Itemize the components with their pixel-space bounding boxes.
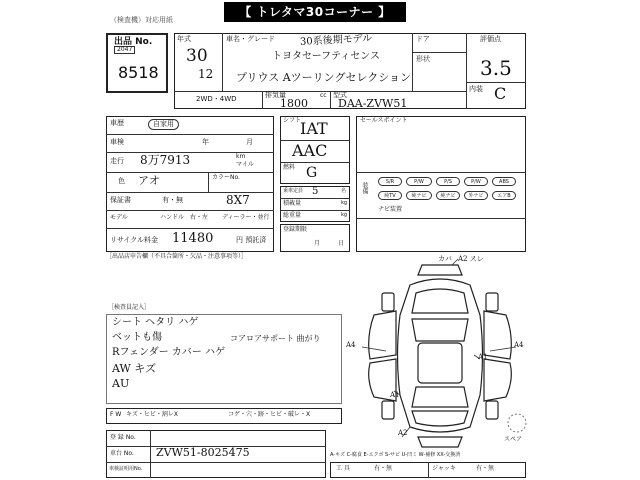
tools-options: 有・無	[374, 465, 393, 472]
equip-chip-10: エアB	[492, 191, 516, 200]
color-number-label: カラーNo.	[212, 174, 240, 181]
note-line2: トヨタセーフティセンス	[272, 51, 380, 62]
weight-kg-unit: kg	[341, 212, 348, 218]
lot-number: 8518	[118, 63, 159, 82]
inspection-title: ［検査員記入］	[108, 304, 151, 311]
equip-chip-9: 外ナビ	[464, 191, 488, 200]
type-value: DAA-ZVW51	[338, 97, 408, 110]
weight-label: 総重量	[283, 212, 302, 219]
expiry-label: 登録期限	[283, 226, 308, 233]
handle-options: 右・左	[190, 214, 209, 221]
equip-chip-1: S/R	[378, 177, 402, 186]
capacity-unit: 名	[341, 188, 347, 194]
km-unit: km	[236, 153, 246, 160]
equip-chip-2: P/W	[406, 177, 432, 186]
capacity-value: 5	[312, 186, 319, 197]
aircon-value: AAC	[292, 141, 328, 160]
door-label: ドア	[416, 35, 430, 43]
lot-small: 2047	[114, 46, 135, 54]
lot-box	[106, 33, 168, 93]
equip-chip-4: P/W	[464, 177, 488, 186]
inspection-line-1: シート ヘタリ ハゲ	[112, 317, 199, 328]
spare-label: スペア	[504, 436, 523, 443]
shift-value: IAT	[300, 119, 328, 138]
month-value: 12	[198, 67, 214, 81]
load-kg-unit: kg	[341, 200, 348, 206]
seller-note: ［出品店申告欄（不具合箇所・欠品・注意事項等）］	[106, 253, 248, 260]
year-label: 年式	[177, 35, 191, 43]
equip-chip-8: 純ナビ	[436, 191, 460, 200]
inspection-line-4: AW キズ	[112, 362, 157, 375]
year-unit: 年	[202, 138, 209, 146]
equip-chip-3: P/S	[436, 177, 460, 186]
corner-banner: 【 トレタマ30コーナー 】	[224, 2, 406, 22]
jack-label: ジャッキ	[432, 465, 456, 472]
fuel-value: G	[306, 165, 318, 181]
inspection-side-note: コアロアサポート 曲がり	[230, 334, 321, 343]
recycle-label: リサイクル料金	[110, 236, 159, 244]
chassis-value: ZVW51-8025475	[156, 446, 250, 459]
expiry-month: 月	[314, 240, 321, 247]
diagram-label-2: A2 スレ	[458, 255, 484, 263]
dealer-label: ディーラー・並行	[222, 214, 270, 221]
fw-label: F W	[110, 411, 122, 418]
interior-value: C	[494, 84, 507, 103]
diagram-label-5: A1	[478, 353, 488, 361]
color-value: アオ	[138, 174, 160, 187]
displacement-label: 排気量	[265, 91, 286, 99]
color-label: 色	[118, 177, 125, 185]
name-label: 車名・グレード	[226, 35, 275, 43]
use-label: 車歴	[110, 119, 124, 127]
mile-unit: マイル	[236, 161, 254, 168]
expiry-day: 日	[338, 240, 345, 247]
score-value: 3.5	[480, 56, 512, 80]
type-label: 型式	[333, 91, 347, 99]
displacement-value: 1800	[280, 97, 308, 110]
equipment-label: 装備	[361, 182, 368, 194]
car-name: プリウス Aツーリングセレクション	[236, 71, 412, 84]
equip-chip-7: 純ナビ	[406, 191, 432, 200]
capacity-label: 乗車定員	[283, 188, 304, 194]
cc-unit: cc	[320, 92, 327, 99]
month-unit: 月	[246, 138, 253, 146]
handle-label: ハンドル	[160, 214, 185, 221]
color-number-value: 8X7	[226, 193, 250, 207]
top-note: （検査機）対応用紙	[110, 16, 173, 24]
load-label: 積載量	[283, 200, 302, 207]
fuel-label: 燃料	[283, 164, 296, 171]
equip-chip-5: ABS	[492, 177, 516, 186]
tools-label: 工 具	[336, 465, 350, 472]
recycle-value: 11480	[172, 231, 214, 246]
shift-label: シフト	[283, 117, 302, 124]
damage-legend: A-キズ C-腐食 E-エクボ S-サビ U-凹ミ W-補修 XX-交換済	[330, 452, 461, 458]
registration-label: 登 録 No.	[110, 434, 136, 441]
warranty-label: 保証書	[110, 196, 131, 204]
spare-tire-icon	[506, 412, 528, 434]
use-value: 自家用	[148, 119, 179, 130]
jack-options: 有・無	[476, 465, 495, 472]
score-label: 評価点	[480, 35, 501, 43]
year-value: 30	[186, 46, 208, 66]
diagram-label-7: A2	[398, 429, 408, 437]
shape-label: 形状	[416, 55, 430, 63]
warranty-options: 有・無	[162, 196, 183, 204]
fw-text: キズ・ヒビ・割レX	[126, 411, 178, 418]
sales-point-label: セールスポイント	[360, 117, 408, 124]
inspection-label: 車検	[110, 138, 124, 146]
inspection-line-5: AU	[112, 377, 130, 390]
lot-label: 出品 No.	[114, 37, 153, 47]
interior-label: 内装	[469, 85, 483, 93]
note-line1: 30系後期モデル	[299, 33, 373, 48]
nav-label: ナビ装置	[378, 206, 403, 213]
fw-text2: コゲ・穴・跡・ヒビ・破レ・X	[228, 411, 311, 418]
diagram-label-3: A4	[514, 341, 524, 349]
chassis-label: 車台 No.	[110, 450, 134, 457]
equip-chip-6: 純TV	[378, 191, 402, 200]
mileage-value: 8万7913	[140, 153, 191, 167]
inspection-line-3: Rフェンダー カバー ハゲ	[112, 347, 225, 358]
recycle-unit: 円 預託済	[236, 236, 267, 244]
diagram-label-1: カバ	[438, 255, 452, 263]
diagram-label-6: A1	[390, 391, 400, 399]
drive-label: 2WD・4WD	[196, 95, 237, 103]
model-cond-label: モデル	[110, 214, 128, 221]
mileage-label: 走行	[110, 157, 124, 165]
cert-label: 車検証明用No.	[109, 466, 143, 472]
diagram-label-4: A4	[346, 341, 356, 349]
inspection-line-2: ベットも傷	[112, 332, 162, 343]
